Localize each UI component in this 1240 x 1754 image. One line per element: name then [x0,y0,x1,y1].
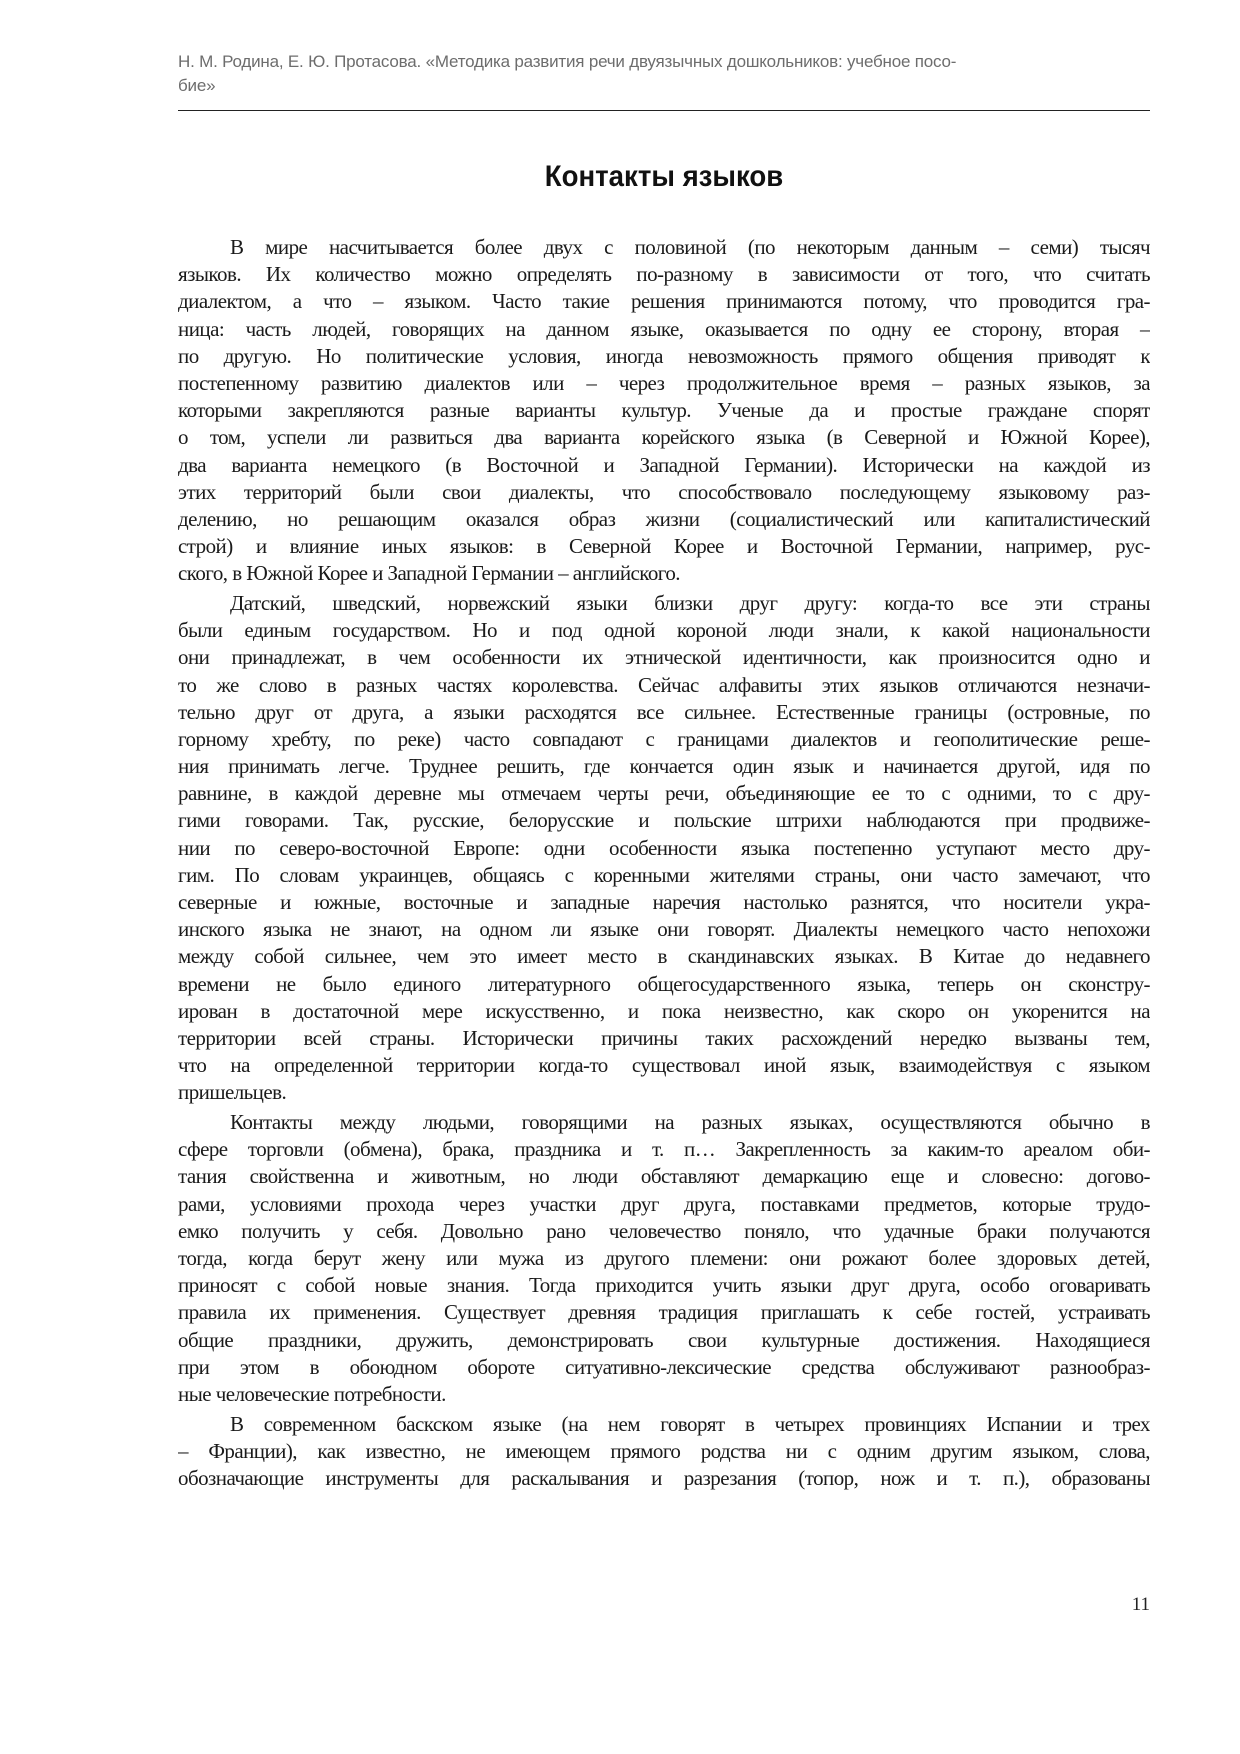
text-line: языков. Их количество можно определять по-разному в зависимости от того, что считать [178,262,1150,287]
text-line: которыми закрепляются разные варианты культур. Ученые да и простые граждане спорят [178,398,1150,423]
text-line: обозначающие инструменты для раскалывания и разрезания (топор, нож и т. п.), образованы [178,1465,1150,1490]
text-line: они принадлежат, в чем особенности их этнической идентичности, как произносится одно и [178,645,1150,670]
text-line: равнине, в каждой деревне мы отмечаем черты речи, объединяющие ее то с одними, то с дру- [178,781,1150,806]
running-header-line: бие» [178,76,216,95]
text-line: северные и южные, восточные и западные наречия настолько разнятся, что носители укра- [178,890,1150,914]
body-text [178,234,1150,1495]
running-header [178,50,1150,98]
text-line: инского языка не знают, на одном ли языке они говорят. Диалекты немецкого часто непохожи [178,917,1150,942]
text-line: правила их применения. Существует древняя традиция приглашать к себе гостей, устраивать [178,1300,1150,1325]
text-line: – Франции), как известно, не имеющем прямого родства ни с одним другим языком, слова, [178,1438,1150,1463]
text-line: что на определенной территории когда-то существовал иной язык, взаимодействуя с языком [178,1053,1150,1078]
text-line: нии по северо-восточной Европе: одни особенности языка постепенно уступают место дру- [178,835,1150,860]
header-divider [178,110,1150,111]
text-line: ирован в достаточной мере искусственно, и пока неизвестно, как скоро он укоренится на [178,998,1150,1023]
text-line: приносят с собой новые знания. Тогда приходится учить языки друг друга, особо оговаривать [178,1273,1150,1298]
text-line: Контакты между людьми, говорящими на разных языках, осуществляются обычно в [230,1110,1150,1134]
text-line: ница: часть людей, говорящих на данном языке, оказывается по одну ее сторону, вторая – [178,316,1150,341]
text-line: этих территорий были свои диалекты, что способствовало последующему языковому раз- [178,479,1150,504]
text-line: диалектом, а что – языком. Часто такие решения принимаются потому, что проводится гра- [178,289,1150,314]
paragraph [178,1411,1150,1493]
text-line: то же слово в разных частях королевства. Сейчас алфавиты этих языков отличаются незначи- [178,672,1150,697]
text-line: по другую. Но политические условия, иногда невозможность прямого общения приводят к [178,343,1150,368]
text-line: тельно друг от друга, а языки расходятся все сильнее. Естественные границы (островные, по [178,699,1150,724]
text-line: гим. По словам украинцев, общаясь с коренными жителями страны, они часто замечают, что [178,862,1150,887]
text-line: тогда, когда берут жену или мужа из другого племени: они рожают более здоровых детей, [178,1245,1150,1270]
text-line: емко получить у себя. Довольно рано человечество поняло, что удачные браки получаются [178,1218,1150,1243]
page-title: Контакты языков [544,160,784,193]
running-header-line: Н. М. Родина, Е. Ю. Протасова. «Методика развития речи двуязычных дошкольников: учебное посо- [178,52,957,71]
text-line: В современном баскском языке (на нем говорят в четырех провинциях Испании и трех [230,1411,1150,1436]
text-line: сфере торговли (обмена), брака, праздника и т. п… Закрепленность за каким-то ареалом оби- [178,1137,1150,1162]
text-line: ные человеческие потребности. [178,1381,446,1406]
text-line: между собой сильнее, чем это имеет место в скандинавских языках. В Китае до недавнего [178,944,1150,969]
text-line: ского, в Южной Корее и Западной Германии – английского. [178,561,681,586]
text-line: времени не было единого литературного общегосударственного языка, теперь он сконстру- [178,971,1150,996]
text-line: территории всей страны. Исторически причины таких расхождений нередко вызваны тем, [178,1025,1150,1050]
text-line: строй) и влияние иных языков: в Северной Корее и Восточной Германии, например, рус- [178,534,1150,559]
text-line: гими говорами. Так, русские, белорусские и польские штрихи наблюдаются при продвиже- [178,808,1150,833]
text-line: два варианта немецкого (в Восточной и Западной Германии). Исторически на каждой из [178,452,1150,477]
text-line: пришельцев. [178,1080,287,1105]
text-line: общие праздники, дружить, демонстрировать свои культурные достижения. Находящиеся [178,1327,1150,1352]
page-number: 11 [1131,1594,1150,1615]
paragraph [178,590,1150,1107]
text-line: ния принимать легче. Труднее решить, где кончается один язык и начинается другой, идя по [178,754,1150,779]
text-line: при этом в обоюдном обороте ситуативно-лексические средства обслуживают разнообраз- [178,1354,1150,1379]
paragraph [178,1109,1150,1408]
text-line: тания свойственна и животным, но люди обставляют демаркацию еще и словесно: догово- [178,1164,1150,1189]
text-line: рами, условиями прохода через участки друг друга, поставками предметов, которые трудо- [178,1191,1150,1216]
text-line: о том, успели ли развиться два варианта корейского языка (в Северной и Южной Корее), [178,425,1150,450]
text-line: были единым государством. Но и под одной короной люди знали, к какой национальности [178,618,1150,643]
text-line: Датский, шведский, норвежский языки близки друг другу: когда-то все эти страны [230,590,1150,615]
text-line: делению, но решающим оказался образ жизни (социалистический или капиталистический [178,506,1150,531]
text-line: постепенному развитию диалектов или – через продолжительное время – разных языков, за [178,370,1150,395]
paragraph [178,234,1150,587]
text-line: горному хребту, по реке) часто совпадают с границами диалектов и геополитические реше- [178,726,1150,751]
text-line: В мире насчитывается более двух с половиной (по некоторым данным – семи) тысяч [230,235,1150,259]
